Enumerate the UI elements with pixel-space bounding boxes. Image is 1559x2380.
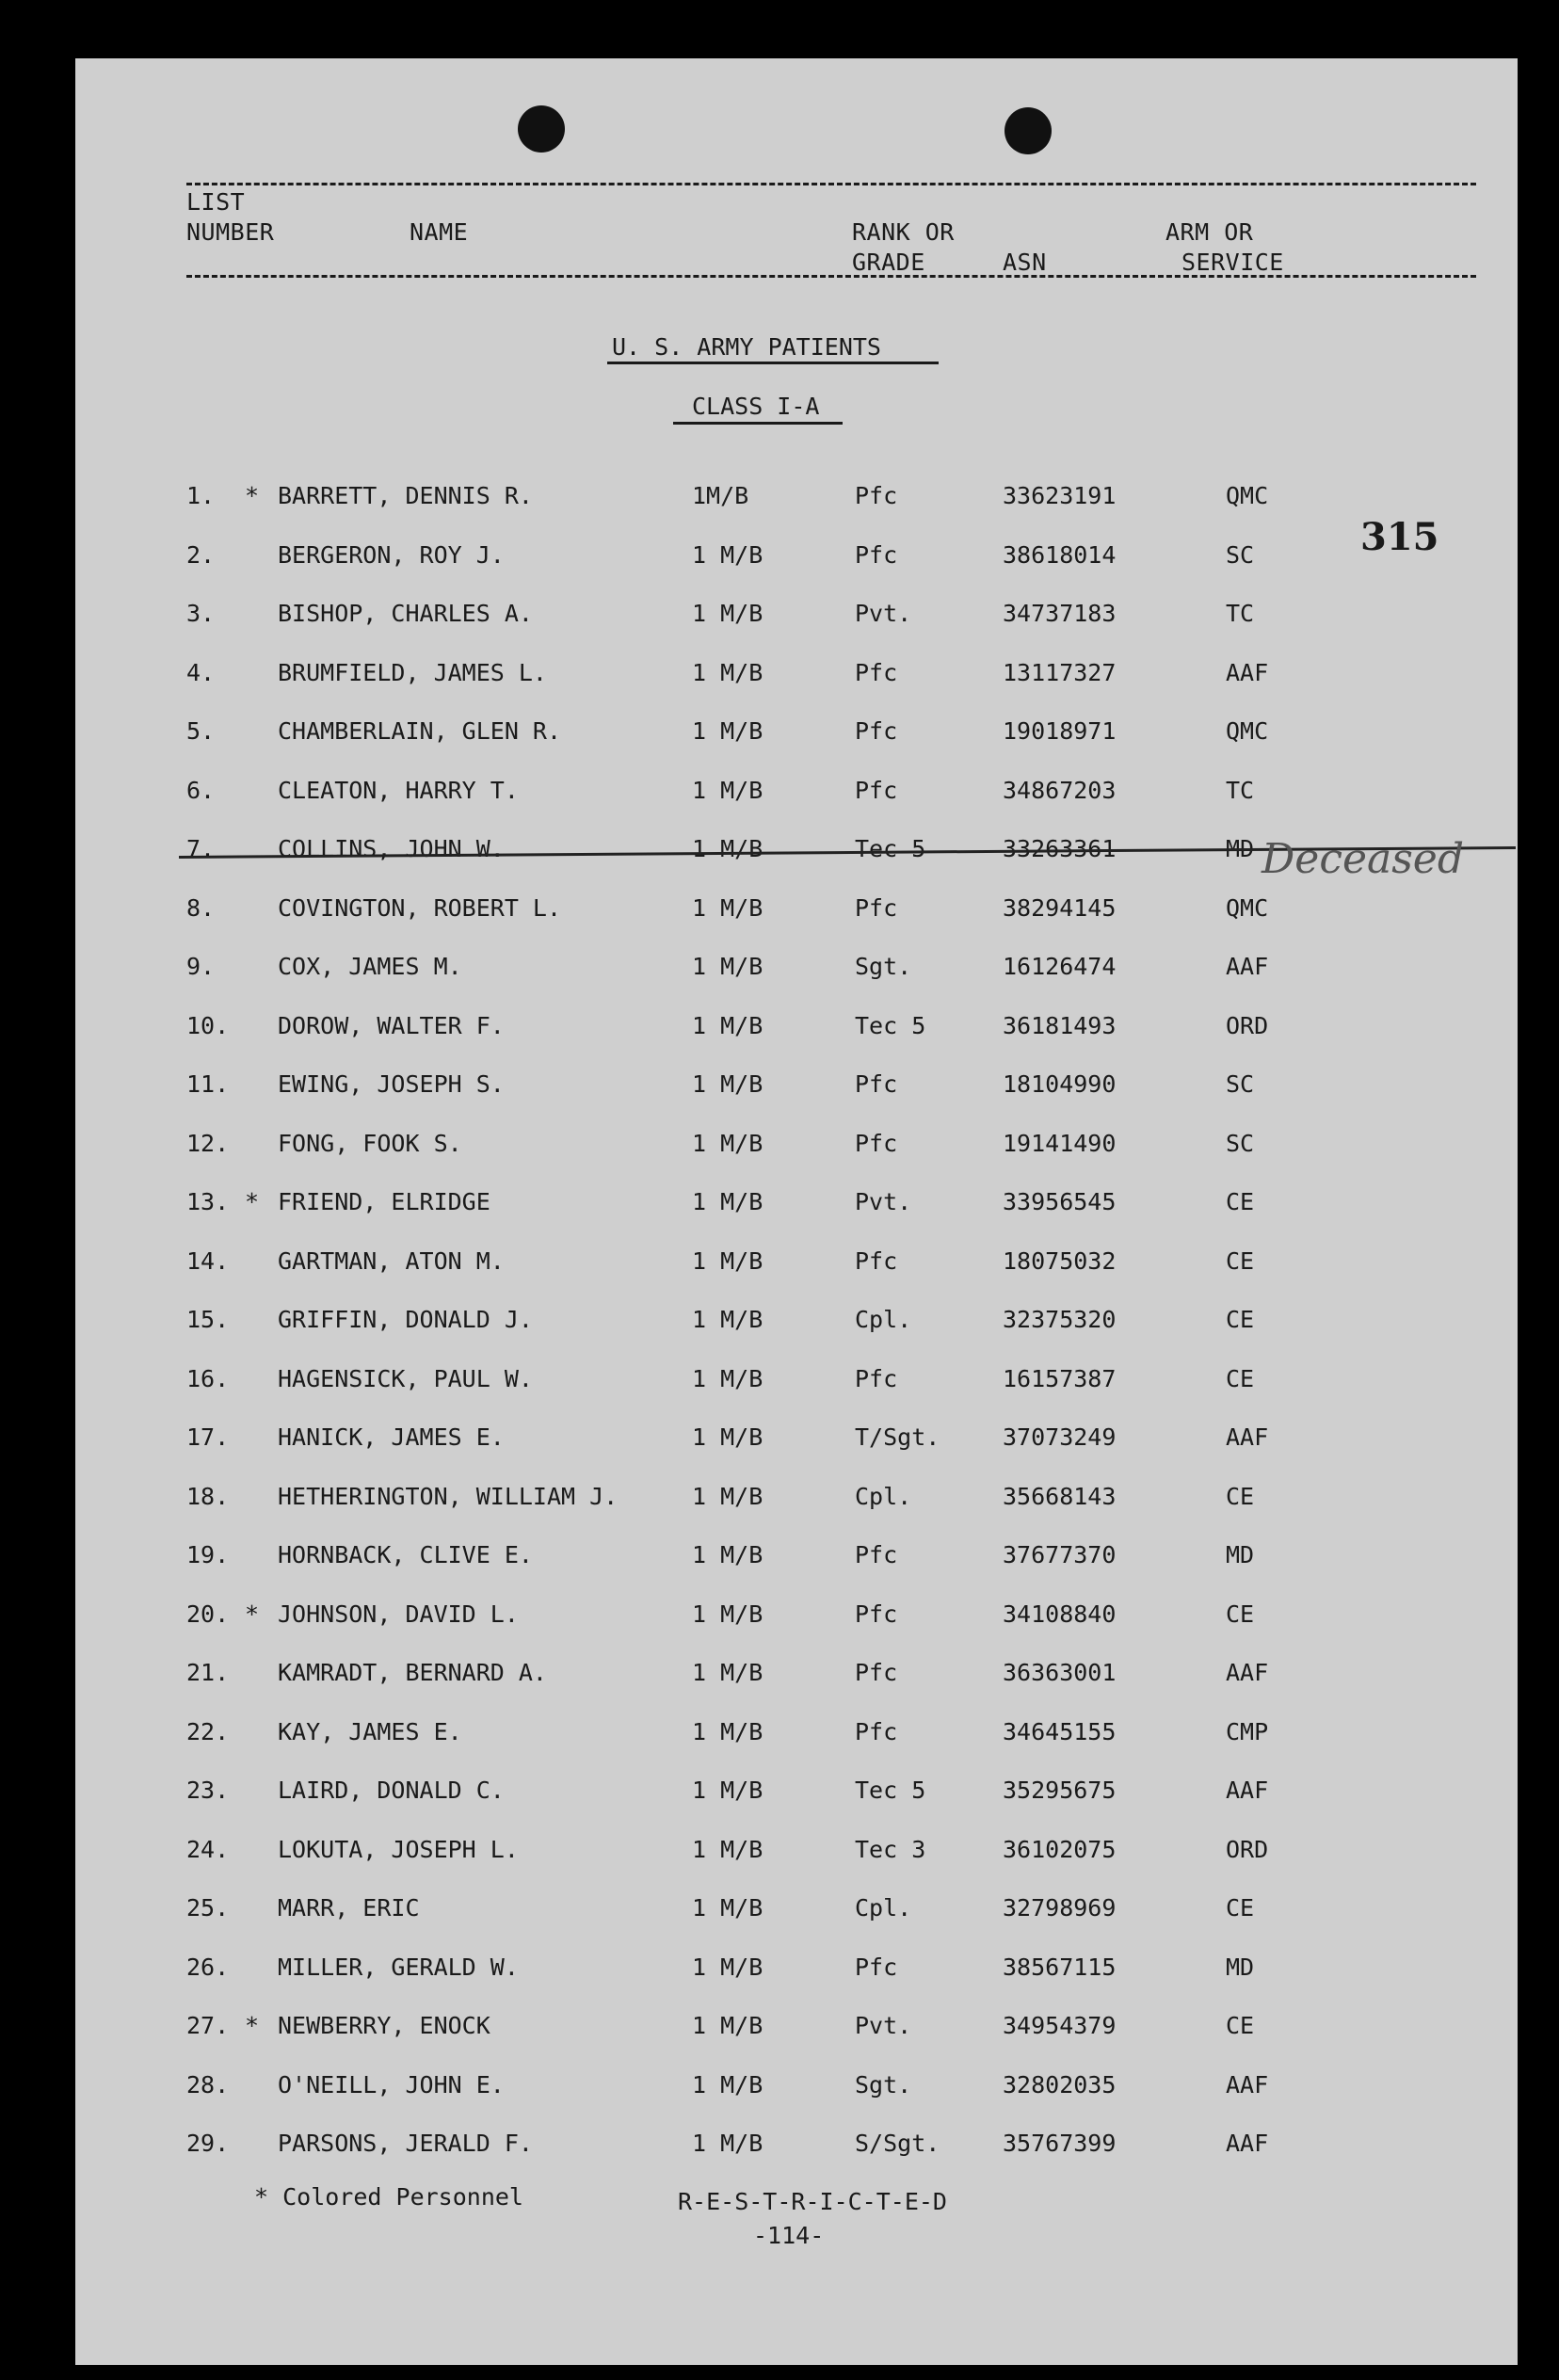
table-row bbox=[75, 1894, 1518, 1932]
list-number: 6. bbox=[186, 776, 216, 804]
patient-name: CLEATON, HARRY T. bbox=[278, 776, 519, 804]
patient-grade: 1 M/B bbox=[692, 1246, 763, 1275]
patient-rank: Pfc bbox=[855, 1659, 898, 1686]
list-number: 29. bbox=[186, 2130, 230, 2157]
table-row bbox=[75, 777, 1518, 814]
section-title: U. S. ARMY PATIENTS bbox=[612, 333, 881, 361]
patient-asn: 36363001 bbox=[1003, 1659, 1117, 1686]
patient-arm: CMP bbox=[1226, 1717, 1269, 1745]
patient-grade: 1 M/B bbox=[692, 1953, 763, 1981]
patient-arm: SC bbox=[1226, 1129, 1255, 1157]
patient-asn: 36181493 bbox=[1003, 1011, 1117, 1039]
patient-arm: CE bbox=[1226, 1894, 1255, 1922]
patient-asn: 35767399 bbox=[1003, 2130, 1117, 2157]
list-number: 1. bbox=[186, 482, 216, 509]
punch-hole-left bbox=[518, 105, 565, 153]
patient-asn: 34737183 bbox=[1003, 600, 1117, 627]
patient-rank: Cpl. bbox=[855, 1482, 912, 1510]
list-number: 22. bbox=[186, 1717, 230, 1745]
patient-grade: 1 M/B bbox=[692, 1777, 763, 1804]
patient-arm: CE bbox=[1226, 2012, 1255, 2039]
patient-asn: 37073249 bbox=[1003, 1423, 1117, 1451]
patient-arm: MD bbox=[1226, 1541, 1255, 1568]
patient-grade: 1 M/B bbox=[692, 1541, 763, 1568]
patient-rank: Sgt. bbox=[855, 2070, 912, 2099]
patient-rank: Cpl. bbox=[855, 1306, 912, 1333]
list-number: 25. bbox=[186, 1894, 230, 1922]
table-row bbox=[75, 1247, 1518, 1285]
patient-rank: Pfc bbox=[855, 1541, 898, 1568]
list-number: 21. bbox=[186, 1659, 230, 1686]
patient-name: HANICK, JAMES E. bbox=[278, 1423, 505, 1451]
patient-name: PARSONS, JERALD F. bbox=[278, 2130, 533, 2157]
table-row bbox=[75, 953, 1518, 990]
patient-asn: 35668143 bbox=[1003, 1482, 1117, 1510]
list-number: 4. bbox=[186, 658, 216, 686]
patient-grade: 1 M/B bbox=[692, 1835, 763, 1863]
patient-grade: 1 M/B bbox=[692, 835, 763, 862]
list-number: 26. bbox=[186, 1953, 230, 1981]
list-number: 18. bbox=[186, 1482, 230, 1510]
patient-rank: Pfc bbox=[855, 776, 898, 804]
patient-arm: CE bbox=[1226, 1482, 1255, 1510]
patient-grade: 1 M/B bbox=[692, 1129, 763, 1157]
list-number: 11. bbox=[186, 1070, 230, 1098]
patient-arm: SC bbox=[1226, 540, 1255, 569]
table-row bbox=[75, 1777, 1518, 1814]
patient-name: NEWBERRY, ENOCK bbox=[278, 2012, 490, 2039]
patient-rank: Pfc bbox=[855, 540, 898, 569]
header-rank-line2: GRADE bbox=[852, 249, 925, 276]
patient-asn: 16126474 bbox=[1003, 953, 1117, 980]
patient-name: LOKUTA, JOSEPH L. bbox=[278, 1835, 519, 1863]
header-rank-line1: RANK OR bbox=[852, 218, 955, 246]
patient-name: BARRETT, DENNIS R. bbox=[278, 482, 533, 509]
patient-name: COVINGTON, ROBERT L. bbox=[278, 893, 562, 922]
patient-rank: Pfc bbox=[855, 1364, 898, 1392]
list-number: 27. bbox=[186, 2012, 230, 2039]
list-number: 8. bbox=[186, 893, 216, 922]
table-row bbox=[75, 600, 1518, 637]
patient-asn: 36102075 bbox=[1003, 1835, 1117, 1863]
patient-grade: 1 M/B bbox=[692, 1600, 763, 1628]
patient-rank: Pfc bbox=[855, 1129, 898, 1157]
patient-name: MILLER, GERALD W. bbox=[278, 1953, 519, 1981]
page-number: -114- bbox=[753, 2222, 825, 2249]
table-row bbox=[75, 1718, 1518, 1756]
header-asn: ASN bbox=[1003, 249, 1047, 276]
patient-grade: 1 M/B bbox=[692, 1482, 763, 1510]
table-row bbox=[75, 835, 1518, 883]
patient-arm: AAF bbox=[1226, 2070, 1269, 2099]
header-top-rule bbox=[186, 183, 1476, 185]
list-number: 9. bbox=[186, 953, 216, 980]
table-row bbox=[75, 1012, 1518, 1050]
patient-arm: AAF bbox=[1226, 2130, 1269, 2157]
patient-asn: 34108840 bbox=[1003, 1600, 1117, 1628]
list-number: 12. bbox=[186, 1129, 230, 1157]
header-list-number-line1: LIST bbox=[186, 188, 246, 216]
table-row bbox=[75, 1306, 1518, 1343]
list-number: 16. bbox=[186, 1364, 230, 1392]
patient-name: HAGENSICK, PAUL W. bbox=[278, 1364, 533, 1392]
patient-grade: 1 M/B bbox=[692, 776, 763, 804]
colored-marker: * bbox=[245, 2012, 260, 2039]
patient-grade: 1 M/B bbox=[692, 2070, 763, 2099]
list-number: 13. bbox=[186, 1188, 230, 1215]
patient-arm: MD bbox=[1226, 1953, 1255, 1981]
section-title-underline bbox=[607, 362, 939, 364]
patient-arm: ORD bbox=[1226, 1835, 1269, 1863]
table-row bbox=[75, 2130, 1518, 2167]
patient-rank: Tec 5 bbox=[855, 1777, 926, 1804]
patient-name: DOROW, WALTER F. bbox=[278, 1011, 505, 1039]
patient-name: KAY, JAMES E. bbox=[278, 1717, 462, 1745]
patient-arm: SC bbox=[1226, 1070, 1255, 1098]
patient-rank: Pfc bbox=[855, 893, 898, 922]
table-row bbox=[75, 1659, 1518, 1697]
patient-name: BRUMFIELD, JAMES L. bbox=[278, 658, 547, 686]
patient-grade: 1 M/B bbox=[692, 893, 763, 922]
patient-rank: S/Sgt. bbox=[855, 2130, 940, 2157]
patient-name: BERGERON, ROY J. bbox=[278, 540, 505, 569]
list-number: 24. bbox=[186, 1835, 230, 1863]
patient-rank: T/Sgt. bbox=[855, 1423, 940, 1451]
header-bottom-rule bbox=[186, 275, 1476, 278]
patient-rank: Pfc bbox=[855, 1600, 898, 1628]
table-row bbox=[75, 1836, 1518, 1873]
patient-grade: 1M/B bbox=[692, 482, 749, 509]
table-row bbox=[75, 1365, 1518, 1403]
patient-name: BISHOP, CHARLES A. bbox=[278, 600, 533, 627]
patient-name: HETHERINGTON, WILLIAM J. bbox=[278, 1482, 619, 1510]
table-row bbox=[75, 541, 1518, 579]
patient-arm: CE bbox=[1226, 1188, 1255, 1215]
patient-name: COLLINS, JOHN W. bbox=[278, 835, 505, 862]
header-name: NAME bbox=[410, 218, 469, 246]
patient-asn: 37677370 bbox=[1003, 1541, 1117, 1568]
patient-asn: 34645155 bbox=[1003, 1717, 1117, 1745]
patient-arm: TC bbox=[1226, 776, 1255, 804]
header-arm-line2: SERVICE bbox=[1181, 249, 1284, 276]
table-row bbox=[75, 1483, 1518, 1520]
patient-grade: 1 M/B bbox=[692, 1659, 763, 1686]
patient-asn: 32798969 bbox=[1003, 1894, 1117, 1922]
table-row bbox=[75, 1954, 1518, 1991]
patient-rank: Pfc bbox=[855, 482, 898, 509]
table-row bbox=[75, 717, 1518, 755]
patient-rank: Sgt. bbox=[855, 953, 912, 980]
list-number: 2. bbox=[186, 540, 216, 569]
table-row bbox=[75, 1070, 1518, 1108]
handwritten-note: Deceased bbox=[1262, 835, 1465, 883]
patient-asn: 33263361 bbox=[1003, 835, 1117, 862]
colored-marker: * bbox=[245, 482, 260, 509]
patient-name: O'NEILL, JOHN E. bbox=[278, 2070, 505, 2099]
patient-name: EWING, JOSEPH S. bbox=[278, 1070, 505, 1098]
patient-arm: AAF bbox=[1226, 1423, 1269, 1451]
header-list-number-line2: NUMBER bbox=[186, 218, 275, 246]
table-row bbox=[75, 1541, 1518, 1579]
patient-arm: AAF bbox=[1226, 1659, 1269, 1686]
patient-grade: 1 M/B bbox=[692, 658, 763, 686]
patient-grade: 1 M/B bbox=[692, 1423, 763, 1451]
patient-name: FONG, FOOK S. bbox=[278, 1129, 462, 1157]
patient-name: GRIFFIN, DONALD J. bbox=[278, 1306, 533, 1333]
patient-rank: Pvt. bbox=[855, 1188, 912, 1215]
colored-marker: * bbox=[245, 1600, 260, 1628]
patient-rank: Pfc bbox=[855, 658, 898, 686]
patient-rank: Tec 3 bbox=[855, 1835, 926, 1863]
table-row bbox=[75, 2012, 1518, 2050]
patient-arm: QMC bbox=[1226, 482, 1269, 509]
list-number: 19. bbox=[186, 1541, 230, 1568]
patient-rank: Pfc bbox=[855, 1953, 898, 1981]
patient-asn: 32802035 bbox=[1003, 2070, 1117, 2099]
patient-rank: Pfc bbox=[855, 1717, 898, 1745]
list-number: 7. bbox=[186, 835, 216, 862]
patient-rank: Pvt. bbox=[855, 600, 912, 627]
header-arm-line1: ARM OR bbox=[1165, 218, 1254, 246]
patient-grade: 1 M/B bbox=[692, 1011, 763, 1039]
patient-asn: 38618014 bbox=[1003, 540, 1117, 569]
patient-arm: MD bbox=[1226, 835, 1255, 862]
stamped-page-number: 315 bbox=[1360, 515, 1439, 559]
colored-marker: * bbox=[245, 1188, 260, 1215]
list-number: 20. bbox=[186, 1600, 230, 1628]
patient-asn: 19018971 bbox=[1003, 717, 1117, 745]
patient-name: CHAMBERLAIN, GLEN R. bbox=[278, 717, 562, 745]
patient-grade: 1 M/B bbox=[692, 2130, 763, 2157]
patient-arm: QMC bbox=[1226, 893, 1269, 922]
patient-asn: 32375320 bbox=[1003, 1306, 1117, 1333]
footer-note: * Colored Personnel bbox=[254, 2183, 523, 2211]
document-page bbox=[75, 58, 1518, 2365]
section-subtitle: CLASS I-A bbox=[692, 393, 820, 420]
patient-grade: 1 M/B bbox=[692, 2012, 763, 2039]
list-number: 28. bbox=[186, 2070, 230, 2099]
patient-asn: 18104990 bbox=[1003, 1070, 1117, 1098]
list-number: 3. bbox=[186, 600, 216, 627]
list-number: 23. bbox=[186, 1777, 230, 1804]
table-row bbox=[75, 482, 1518, 520]
patient-rank: Pvt. bbox=[855, 2012, 912, 2039]
restricted-mark: R-E-S-T-R-I-C-T-E-D bbox=[678, 2188, 947, 2215]
patient-rank: Pfc bbox=[855, 1246, 898, 1275]
list-number: 14. bbox=[186, 1246, 230, 1275]
patient-name: KAMRADT, BERNARD A. bbox=[278, 1659, 547, 1686]
list-number: 15. bbox=[186, 1306, 230, 1333]
table-row bbox=[75, 1130, 1518, 1167]
patient-arm: TC bbox=[1226, 600, 1255, 627]
patient-arm: QMC bbox=[1226, 717, 1269, 745]
patient-grade: 1 M/B bbox=[692, 600, 763, 627]
patient-arm: CE bbox=[1226, 1306, 1255, 1333]
patient-arm: AAF bbox=[1226, 658, 1269, 686]
table-row bbox=[75, 894, 1518, 932]
patient-name: COX, JAMES M. bbox=[278, 953, 462, 980]
table-row bbox=[75, 659, 1518, 697]
list-number: 5. bbox=[186, 717, 216, 745]
patient-rank: Pfc bbox=[855, 717, 898, 745]
patient-asn: 19141490 bbox=[1003, 1129, 1117, 1157]
section-subtitle-underline bbox=[673, 422, 843, 425]
patient-rank: Tec 5 bbox=[855, 835, 926, 862]
patient-arm: ORD bbox=[1226, 1011, 1269, 1039]
patient-asn: 35295675 bbox=[1003, 1777, 1117, 1804]
patient-asn: 33956545 bbox=[1003, 1188, 1117, 1215]
patient-grade: 1 M/B bbox=[692, 953, 763, 980]
patient-name: JOHNSON, DAVID L. bbox=[278, 1600, 519, 1628]
table-row bbox=[75, 1188, 1518, 1226]
patient-grade: 1 M/B bbox=[692, 540, 763, 569]
patient-rank: Pfc bbox=[855, 1070, 898, 1098]
patient-asn: 16157387 bbox=[1003, 1364, 1117, 1392]
patient-asn: 38567115 bbox=[1003, 1953, 1117, 1981]
patient-name: MARR, ERIC bbox=[278, 1894, 420, 1922]
patient-grade: 1 M/B bbox=[692, 1894, 763, 1922]
patient-asn: 34954379 bbox=[1003, 2012, 1117, 2039]
table-row bbox=[75, 2071, 1518, 2109]
patient-name: FRIEND, ELRIDGE bbox=[278, 1188, 490, 1215]
patient-asn: 33623191 bbox=[1003, 482, 1117, 509]
patient-asn: 38294145 bbox=[1003, 893, 1117, 922]
patient-grade: 1 M/B bbox=[692, 1306, 763, 1333]
patient-grade: 1 M/B bbox=[692, 1070, 763, 1098]
patient-rank: Cpl. bbox=[855, 1894, 912, 1922]
patient-arm: AAF bbox=[1226, 953, 1269, 980]
patient-name: HORNBACK, CLIVE E. bbox=[278, 1541, 533, 1568]
patient-grade: 1 M/B bbox=[692, 1188, 763, 1215]
list-number: 17. bbox=[186, 1423, 230, 1451]
patient-grade: 1 M/B bbox=[692, 717, 763, 745]
patient-grade: 1 M/B bbox=[692, 1717, 763, 1745]
patient-asn: 18075032 bbox=[1003, 1246, 1117, 1275]
patient-arm: CE bbox=[1226, 1364, 1255, 1392]
punch-hole-right bbox=[1005, 107, 1052, 154]
patient-grade: 1 M/B bbox=[692, 1364, 763, 1392]
table-row bbox=[75, 1600, 1518, 1638]
patient-name: LAIRD, DONALD C. bbox=[278, 1777, 505, 1804]
patient-asn: 34867203 bbox=[1003, 776, 1117, 804]
patient-name: GARTMAN, ATON M. bbox=[278, 1246, 505, 1275]
table-row bbox=[75, 1423, 1518, 1461]
patient-arm: CE bbox=[1226, 1600, 1255, 1628]
patient-rank: Tec 5 bbox=[855, 1011, 926, 1039]
list-number: 10. bbox=[186, 1011, 230, 1039]
patient-arm: CE bbox=[1226, 1246, 1255, 1275]
patient-arm: AAF bbox=[1226, 1777, 1269, 1804]
patient-asn: 13117327 bbox=[1003, 658, 1117, 686]
